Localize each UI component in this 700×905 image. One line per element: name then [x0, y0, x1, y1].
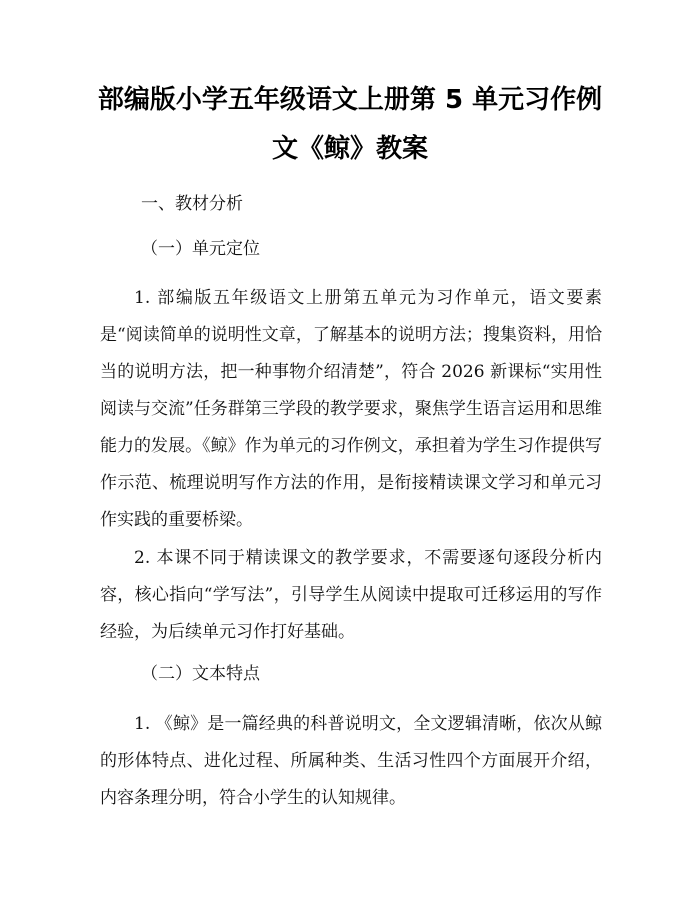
paragraph-unit-positioning-2: 2. 本课不同于精读课文的教学要求，不需要逐句逐段分析内容，核心指向“学写法”，引导学生从阅读中提取可迁移运用的写作经验，为后续单元习作打好基础。: [100, 548, 602, 642]
section-heading-textbook-analysis: 一、教材分析: [141, 194, 243, 214]
paragraph-unit-positioning-1: 1. 部编版五年级语文上册第五单元为习作单元，语文要素是“阅读简单的说明性文章，了解基本的说明方法；搜集资料，用恰当的说明方法，把一种事物介绍清楚”，符合 2026 新课标“实用性阅读与交流”任务群第三学段的教学要求，聚焦学生语言运用和思维能力的发展。《鲸》作为单元的习作例文，承担着为学生习作提供写作示范、梳理说明写作方法的作用，是衔接精读课文学习和单元习作实践的重要桥梁。: [100, 288, 602, 530]
document-title-line-1: 部编版小学五年级语文上册第 5 单元习作例: [97, 85, 603, 115]
paragraph-text-features-1: 1. 《鲸》是一篇经典的科普说明文，全文逻辑清晰，依次从鲸的形体特点、进化过程、所属种类、生活习性四个方面展开介绍，内容条理分明，符合小学生的认知规律。: [100, 714, 602, 808]
document-title-line-2: 文《鲸》教案: [271, 134, 428, 164]
subsection-heading-text-features: （二）文本特点: [141, 664, 260, 684]
subsection-heading-unit-positioning: （一）单元定位: [141, 239, 260, 259]
